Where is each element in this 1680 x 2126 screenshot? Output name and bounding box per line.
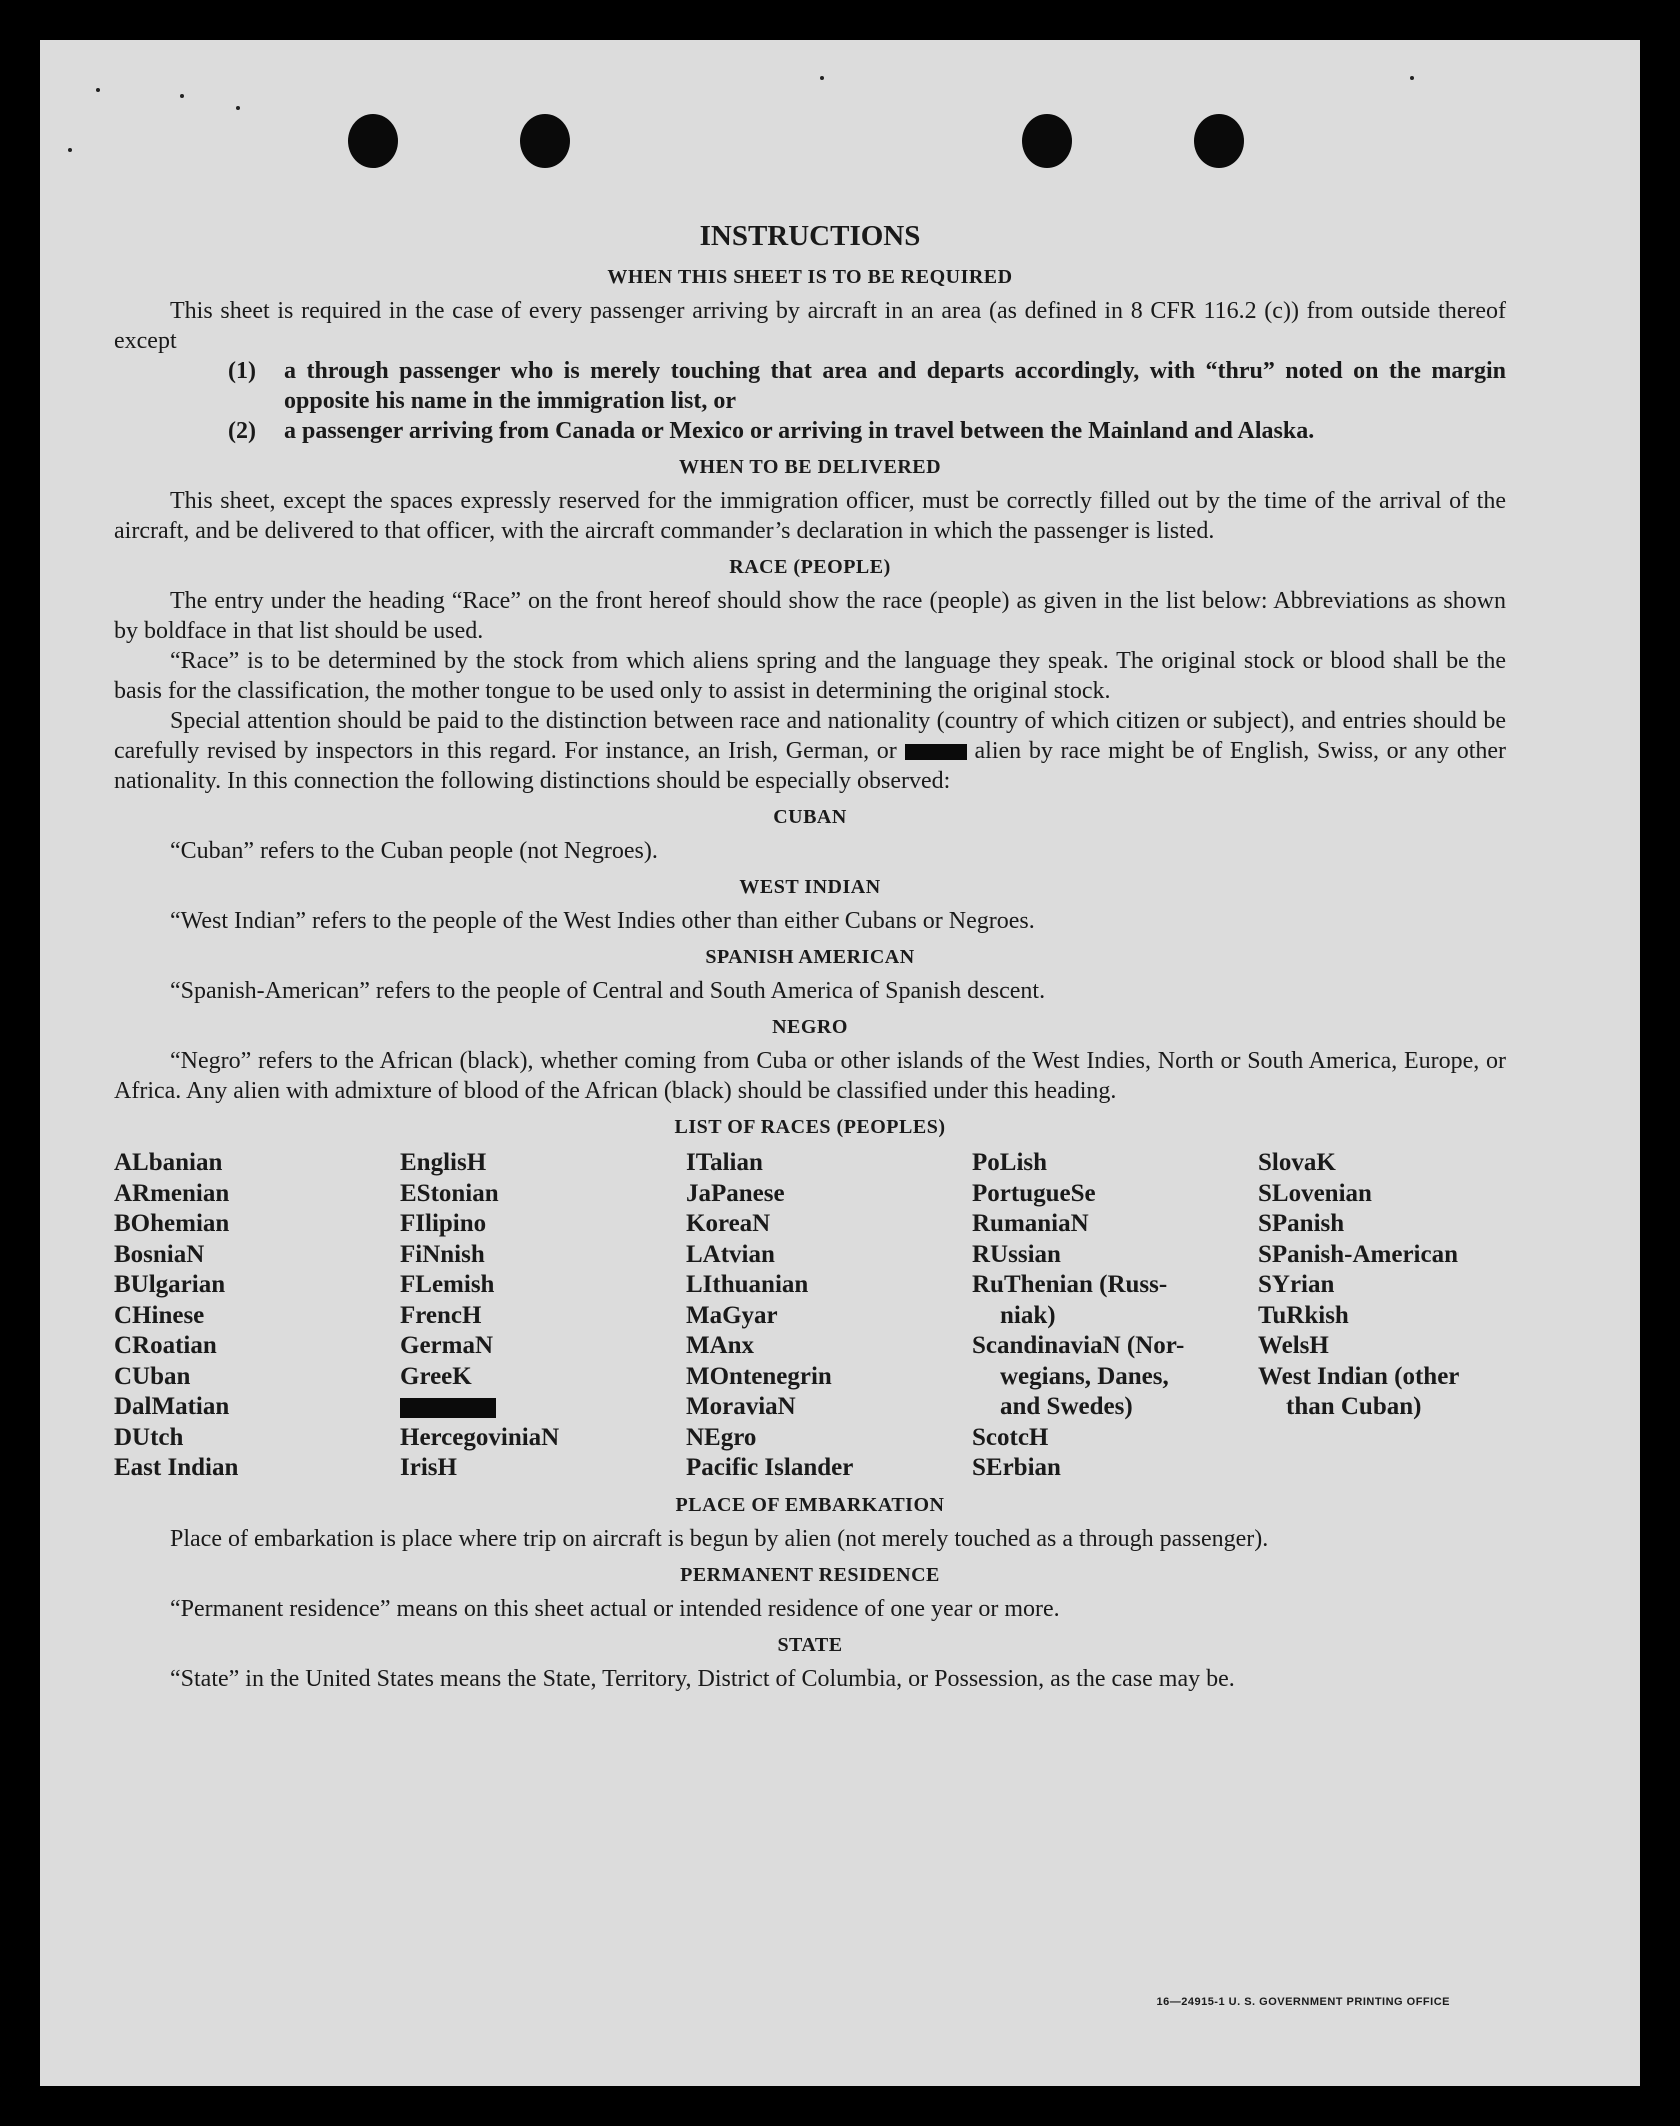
race-entry: GermaN bbox=[400, 1332, 494, 1359]
punch-hole bbox=[1194, 114, 1244, 168]
race-entry: SPanish-American bbox=[1258, 1240, 1458, 1268]
race-entry: TuRkish bbox=[1258, 1301, 1349, 1329]
race-entry: ITalian bbox=[686, 1149, 763, 1176]
paragraph: “State” in the United States means the State, Territory, District of Columbia, or Possession, as the case may be. bbox=[170, 1665, 1235, 1692]
section-heading: PLACE OF EMBARKATION bbox=[675, 1493, 945, 1516]
race-entry: GreeK bbox=[400, 1362, 472, 1390]
speck bbox=[96, 88, 100, 92]
race-entry: FrencH bbox=[400, 1301, 482, 1329]
section-heading: WEST INDIAN bbox=[739, 876, 881, 898]
race-entry: BUlgarian bbox=[114, 1271, 226, 1298]
race-entry: ScandinaviaN (Nor- bbox=[972, 1332, 1185, 1359]
race-entry: EStonian bbox=[400, 1179, 499, 1207]
section-heading: SPANISH AMERICAN bbox=[705, 946, 915, 968]
section-heading: RACE (PEOPLE) bbox=[729, 556, 891, 578]
paragraph: This sheet is required in the case of every passenger arriving by aircraft in an area (as defined in 8 CFR 116.2 (c)) from outside thereof except bbox=[114, 298, 1506, 354]
paragraph: Place of embarkation is place where trip on aircraft is begun by alien (not merely touched as a through passenger). bbox=[170, 1525, 1269, 1552]
race-entry: FiNnish bbox=[400, 1240, 485, 1268]
race-entry-continued: than Cuban) bbox=[1286, 1393, 1422, 1420]
race-entry: MAnx bbox=[686, 1332, 755, 1359]
paragraph: “Permanent residence” means on this sheet actual or intended residence of one year or more. bbox=[170, 1595, 1060, 1622]
paragraph: “Spanish-American” refers to the people of Central and South America of Spanish descent. bbox=[170, 978, 1046, 1004]
race-entry: MaGyar bbox=[686, 1301, 778, 1329]
race-entry: BosniaN bbox=[114, 1240, 205, 1268]
race-entry: SLovenian bbox=[1258, 1179, 1372, 1207]
speck bbox=[236, 106, 240, 110]
race-entry: SlovaK bbox=[1258, 1149, 1336, 1176]
race-entry: KoreaN bbox=[686, 1210, 771, 1237]
race-entry: RuThenian (Russ- bbox=[972, 1271, 1168, 1298]
section-heading: LIST OF RACES (PEOPLES) bbox=[674, 1116, 946, 1138]
race-entry: MoraviaN bbox=[686, 1393, 796, 1420]
races-column bbox=[114, 1148, 400, 1484]
speck bbox=[820, 76, 824, 80]
paragraph: “West Indian” refers to the people of the West Indies other than either Cubans or Negroes. bbox=[170, 908, 1035, 934]
race-entry: FIlipino bbox=[400, 1210, 487, 1237]
race-entry-continued: niak) bbox=[1000, 1301, 1056, 1329]
race-entry: CUban bbox=[114, 1362, 191, 1390]
race-entry: ARmenian bbox=[114, 1179, 230, 1207]
punch-hole bbox=[348, 114, 398, 168]
paragraph: “Cuban” refers to the Cuban people (not Negroes). bbox=[170, 838, 658, 864]
instructions-body bbox=[114, 216, 1506, 1694]
paragraph: “Negro” refers to the African (black), whether coming from Cuba or other islands of the West Indies, North or South America, Europe, or Africa. Any alien with admixture of blood of the African (black) should be classified under this heading. bbox=[114, 1048, 1506, 1104]
paragraph: The entry under the heading “Race” on the front hereof should show the race (people) as given in the list below: Abbreviations as shown by boldface in that list should be used. bbox=[114, 588, 1506, 644]
punch-hole bbox=[520, 114, 570, 168]
race-entry: RumaniaN bbox=[972, 1210, 1089, 1237]
race-entry: LAtvian bbox=[686, 1240, 775, 1268]
speck bbox=[68, 148, 72, 152]
race-entry: DalMatian bbox=[114, 1393, 230, 1420]
paragraph-part: Special attention should be paid to the distinction between race and nationality (country of which citizen or subject), and entries should be carefully revised by inspectors in this regard. For instance, an Irish, German, or bbox=[114, 708, 1506, 764]
race-entry: CHinese bbox=[114, 1301, 205, 1329]
speck bbox=[180, 94, 184, 98]
race-entry: LIthuanian bbox=[686, 1271, 809, 1298]
item-text: a through passenger who is merely touching that area and departs accordingly, with “thru” noted on the margin opposite his name in the immigration list, or bbox=[284, 358, 1506, 414]
item-text: a passenger arriving from Canada or Mexico or arriving in travel between the Mainland and Alaska. bbox=[284, 418, 1315, 444]
race-entry: EnglisH bbox=[400, 1149, 487, 1176]
race-entry: RUssian bbox=[972, 1240, 1061, 1268]
race-entry: ScotcH bbox=[972, 1423, 1049, 1451]
redaction-mark bbox=[905, 744, 967, 760]
race-entry: Pacific Islander bbox=[686, 1454, 854, 1481]
speck bbox=[1410, 76, 1414, 80]
punch-hole bbox=[1022, 114, 1072, 168]
races-column bbox=[972, 1148, 1258, 1484]
section-heading: STATE bbox=[777, 1633, 843, 1656]
section-heading: CUBAN bbox=[773, 806, 847, 828]
list-item bbox=[228, 356, 1506, 416]
item-number: (1) bbox=[228, 358, 256, 384]
races-column bbox=[1258, 1148, 1544, 1484]
paragraph-part: alien by race might be of English, Swiss, or any other nationality. In this connection the following distinctions should be especially observed: bbox=[114, 738, 1507, 794]
race-entry: ALbanian bbox=[114, 1149, 223, 1176]
section-heading: PERMANENT RESIDENCE bbox=[680, 1563, 940, 1586]
race-entry: SErbian bbox=[972, 1454, 1061, 1481]
races-list bbox=[114, 1148, 1506, 1484]
section-heading: WHEN THIS SHEET IS TO BE REQUIRED bbox=[607, 266, 1013, 288]
paragraph: This sheet, except the spaces expressly reserved for the immigration officer, must be correctly filled out by the time of the arrival of the aircraft, and be delivered to that officer, with the aircraft commander’s declaration in which the passenger is listed. bbox=[114, 488, 1506, 544]
races-column bbox=[400, 1148, 686, 1484]
page-title: INSTRUCTIONS bbox=[699, 220, 921, 252]
race-entry-continued: wegians, Danes, bbox=[1000, 1362, 1169, 1390]
section-heading: NEGRO bbox=[772, 1016, 848, 1038]
race-entry: MOntenegrin bbox=[686, 1362, 832, 1390]
race-entry: East Indian bbox=[114, 1454, 239, 1481]
paragraph: “Race” is to be determined by the stock from which aliens spring and the language they speak. The original stock or blood shall be the basis for the classification, the mother tongue to be used only to assist in determining the original stock. bbox=[114, 648, 1506, 704]
race-entry: SPanish bbox=[1258, 1210, 1345, 1237]
race-entry: NEgro bbox=[686, 1423, 757, 1451]
race-entry: West Indian (other bbox=[1258, 1362, 1460, 1390]
race-entry: BOhemian bbox=[114, 1210, 230, 1237]
item-number: (2) bbox=[228, 418, 256, 444]
redaction-mark bbox=[400, 1398, 496, 1418]
race-entry: SYrian bbox=[1258, 1271, 1335, 1298]
race-entry: FLemish bbox=[400, 1271, 495, 1298]
race-entry: JaPanese bbox=[686, 1179, 785, 1207]
race-entry: IrisH bbox=[400, 1454, 457, 1481]
races-column bbox=[686, 1148, 972, 1484]
printing-office-code: 16—24915-1 U. S. GOVERNMENT PRINTING OFFICE bbox=[1156, 1996, 1450, 2008]
document-sheet bbox=[40, 40, 1640, 2086]
paragraph bbox=[114, 706, 1506, 796]
race-entry: WelsH bbox=[1258, 1332, 1329, 1359]
race-entry: PoLish bbox=[972, 1149, 1048, 1176]
section-heading: WHEN TO BE DELIVERED bbox=[678, 456, 942, 478]
race-entry: HercegoviniaN bbox=[400, 1423, 560, 1451]
race-entry-continued: and Swedes) bbox=[1000, 1393, 1133, 1420]
race-entry-redacted bbox=[400, 1392, 686, 1423]
list-item bbox=[228, 416, 1506, 446]
race-entry: CRoatian bbox=[114, 1332, 217, 1359]
race-entry: PortugueSe bbox=[972, 1179, 1096, 1207]
race-entry: DUtch bbox=[114, 1423, 184, 1451]
